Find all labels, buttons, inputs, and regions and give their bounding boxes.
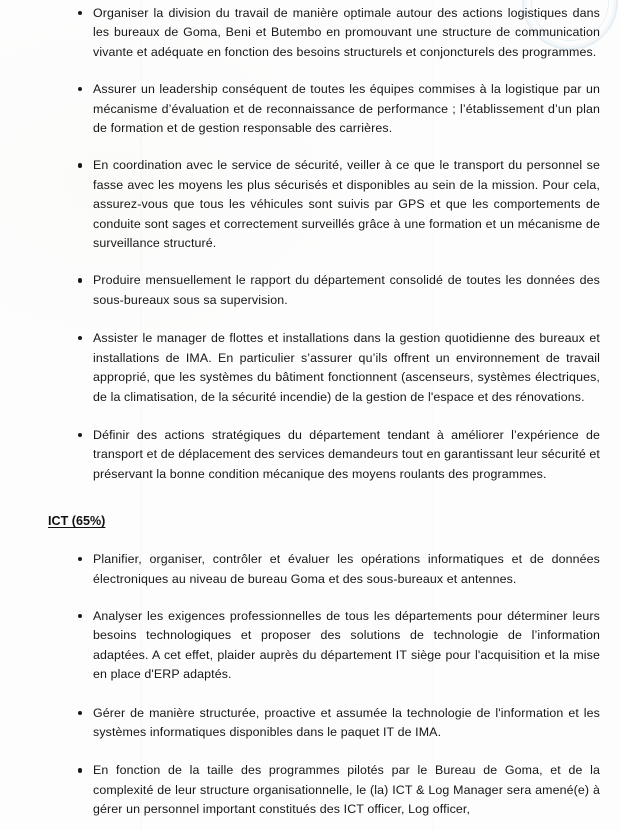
bullet-dot-icon — [78, 614, 82, 618]
list-item-text: Organiser la division du travail de manière optimale autour des actions logistiques dans les bureaux de Goma, Beni et Butembo en promouvant une structure de communication vivante et adéquate en fonction des besoins structurels et conjoncturels des programmes. — [93, 6, 600, 59]
list-item-text: Produire mensuellement le rapport du département consolidé de toutes les données des sous-bureaux sous sa supervision. — [93, 273, 600, 307]
list-item-text: Assister le manager de flottes et installations dans la gestion quotidienne des bureaux et installations de IMA. En particulier s’assurer qu’ils offrent un environnement de travail approprié, que les systèmes du bâtiment fonctionnent (ascenseurs, systèmes électriques, de la climatisation, de la sécurité incendie) de la gestion de l'espace et des rénovations. — [93, 331, 600, 404]
list-item — [0, 156, 620, 253]
list-item — [0, 271, 620, 310]
bullet-dot-icon — [78, 557, 82, 561]
list-item-text: En fonction de la taille des programmes pilotés par le Bureau de Goma, et de la complexité de leur structure organisationnelle, le (la) ICT & Log Manager sera amené(e) à gérer un personnel important constitués des ICT officer, Log officer, — [93, 763, 600, 817]
list-item-text: Gérer de manière structurée, proactive et assumée la technologie de l'information et les systèmes informatiques disponibles dans le paquet IT de IMA. — [93, 705, 600, 739]
list-item — [0, 4, 620, 62]
list-item — [0, 761, 620, 819]
bullet-dot-icon — [78, 11, 82, 15]
list-item-text: Planifier, organiser, contrôler et évaluer les opérations informatiques et de données électroniques au niveau de bureau Goma et des sous-bureaux et antennes. — [93, 552, 600, 586]
list-item-text: Assurer un leadership conséquent de toutes les équipes commises à la logistique par un mécanisme d’évaluation et de reconnaissance de performance ; l’établissement d’un plan de formation et de gestion responsable des carrières. — [93, 82, 600, 136]
list-item — [0, 704, 620, 743]
logistics-bullet-list — [0, 4, 620, 484]
bullet-dot-icon — [78, 278, 82, 282]
list-item — [0, 550, 620, 589]
bullet-dot-icon — [78, 336, 82, 340]
list-item-text: En coordination avec le service de sécurité, veiller à ce que le transport du personnel se fasse avec les moyens les plus sécurisés et disponibles au sein de la mission. Pour cela, assurez-vous que tous les véhicules sont suivis par GPS et que les comportements de conduite sont sages et correctement surveillés grâce à une formation et un mécanisme de surveillance structuré. — [93, 158, 600, 251]
section-heading-ict: ICT (65%) — [48, 514, 106, 529]
list-item-text: Analyser les exigences professionnelles de tous les départements pour déterminer leurs besoins technologiques et proposer des solutions de technologie de l’information adaptées. A cet effet, plaider auprès du département IT siège pour l'acquisition et la mise en place d'ERP adaptés. — [93, 608, 600, 682]
list-item — [0, 80, 620, 138]
ict-bullet-list — [0, 550, 620, 819]
bullet-dot-icon — [78, 87, 82, 91]
list-item — [0, 426, 620, 484]
bullet-dot-icon — [78, 711, 82, 715]
bullet-dot-icon — [78, 433, 82, 437]
list-item — [0, 329, 620, 407]
list-item — [0, 607, 620, 685]
bullet-dot-icon — [78, 768, 82, 772]
bullet-dot-icon — [78, 163, 82, 167]
list-item-text: Définir des actions stratégiques du département tendant à améliorer l’expérience de transport et de déplacement des services demandeurs tout en garantissant leur sécurité et préservant la bonne condition mécanique des moyens roulants des programmes. — [93, 427, 600, 481]
